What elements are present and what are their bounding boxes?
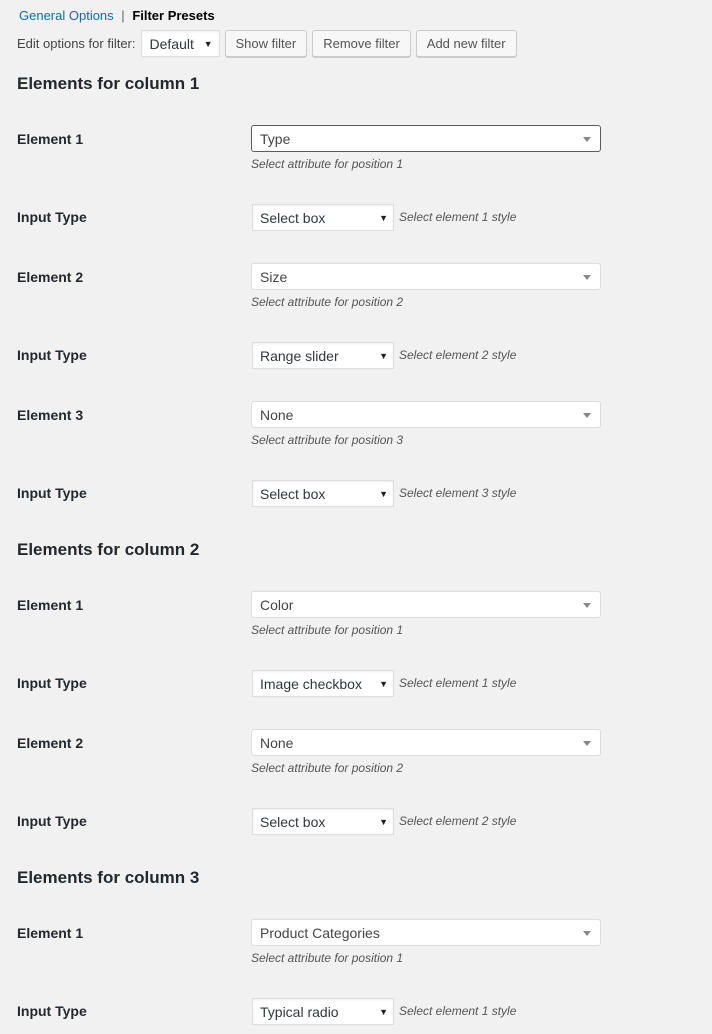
column-2-element-2-select[interactable] [251,729,601,756]
select-value: None [260,734,294,751]
column-3-element-1-style-description: Select element 1 style [399,1004,517,1018]
dropdown-arrow-icon: ▼ [379,817,388,827]
column-2-element-2-description: Select attribute for position 2 [251,761,404,775]
caret-down-icon [583,931,591,936]
select-value: Product Categories [260,924,380,941]
column-2-element-2-label: Element 2 [17,735,84,751]
add-new-filter-button[interactable]: Add new filter [416,30,517,57]
column-1-element-3-label: Element 3 [17,407,84,423]
dropdown-arrow-icon: ▼ [379,679,388,689]
column-3-element-1-label: Element 1 [17,925,84,941]
column-1-element-3-type-select[interactable] [252,480,394,507]
column-2-element-1-description: Select attribute for position 1 [251,623,404,637]
column-3-element-1-description: Select attribute for position 1 [251,951,404,965]
column-1-element-2-type-select[interactable] [252,342,394,369]
select-value: Color [260,596,294,613]
column-2-element-1-select[interactable] [251,591,601,618]
column-1-element-1-select[interactable] [251,125,601,152]
dropdown-arrow-icon: ▼ [379,489,388,499]
column-1-element-3-select[interactable] [251,401,601,428]
column-2-title: Elements for column 2 [17,540,200,559]
column-1-element-1-description: Select attribute for position 1 [251,157,404,171]
dropdown-arrow-icon: ▼ [379,213,388,223]
caret-down-icon [583,413,591,418]
column-1-element-1-style-description: Select element 1 style [399,210,517,224]
column-1-element-3-style-description: Select element 3 style [399,486,517,500]
column-1-element-1-type-select[interactable] [252,204,394,231]
subnav [19,7,215,25]
column-1-element-1-label: Element 1 [17,131,84,147]
select-value: None [260,406,294,423]
column-1-element-2-description: Select attribute for position 2 [251,295,404,309]
general-options-link[interactable]: General Options [19,8,114,23]
dropdown-arrow-icon: ▼ [379,1007,388,1017]
filter-presets-current: Filter Presets [132,8,215,23]
select-value: Typical radio [260,1003,339,1020]
column-3-element-1-select[interactable] [251,919,601,946]
subnav-separator: | [121,8,125,23]
column-2-element-1-type-label: Input Type [17,675,87,691]
column-1-element-1-type-label: Input Type [17,209,87,225]
filter-select-value: Default [149,35,194,52]
remove-filter-button[interactable]: Remove filter [312,30,411,57]
filter-toolbar [17,30,517,57]
column-1-element-2-type-label: Input Type [17,347,87,363]
caret-down-icon [583,275,591,280]
column-2-element-2-style-description: Select element 2 style [399,814,517,828]
column-3-title: Elements for column 3 [17,868,200,887]
dropdown-arrow-icon: ▼ [203,39,213,49]
column-2-element-2-type-label: Input Type [17,813,87,829]
column-2-element-1-label: Element 1 [17,597,84,613]
select-value: Range slider [260,347,339,364]
caret-down-icon [583,603,591,608]
column-1-title: Elements for column 1 [17,74,200,93]
caret-down-icon [583,137,591,142]
column-1-element-3-description: Select attribute for position 3 [251,433,404,447]
column-2-element-1-style-description: Select element 1 style [399,676,517,690]
select-value: Size [260,268,288,285]
select-value: Type [260,130,291,147]
column-1-element-2-style-description: Select element 2 style [399,348,517,362]
column-3-element-1-type-label: Input Type [17,1003,87,1019]
select-value: Image checkbox [260,675,362,692]
select-value: Select box [260,485,326,502]
select-value: Select box [260,813,326,830]
column-2-element-2-type-select[interactable] [252,808,394,835]
filter-select[interactable] [141,30,220,57]
caret-down-icon [583,741,591,746]
show-filter-button[interactable]: Show filter [225,30,308,57]
dropdown-arrow-icon: ▼ [379,351,388,361]
column-1-element-2-select[interactable] [251,263,601,290]
select-value: Select box [260,209,326,226]
column-2-element-1-type-select[interactable] [252,670,394,697]
column-1-element-3-type-label: Input Type [17,485,87,501]
edit-options-label: Edit options for filter: [17,36,136,51]
column-3-element-1-type-select[interactable] [252,998,394,1025]
column-1-element-2-label: Element 2 [17,269,84,285]
